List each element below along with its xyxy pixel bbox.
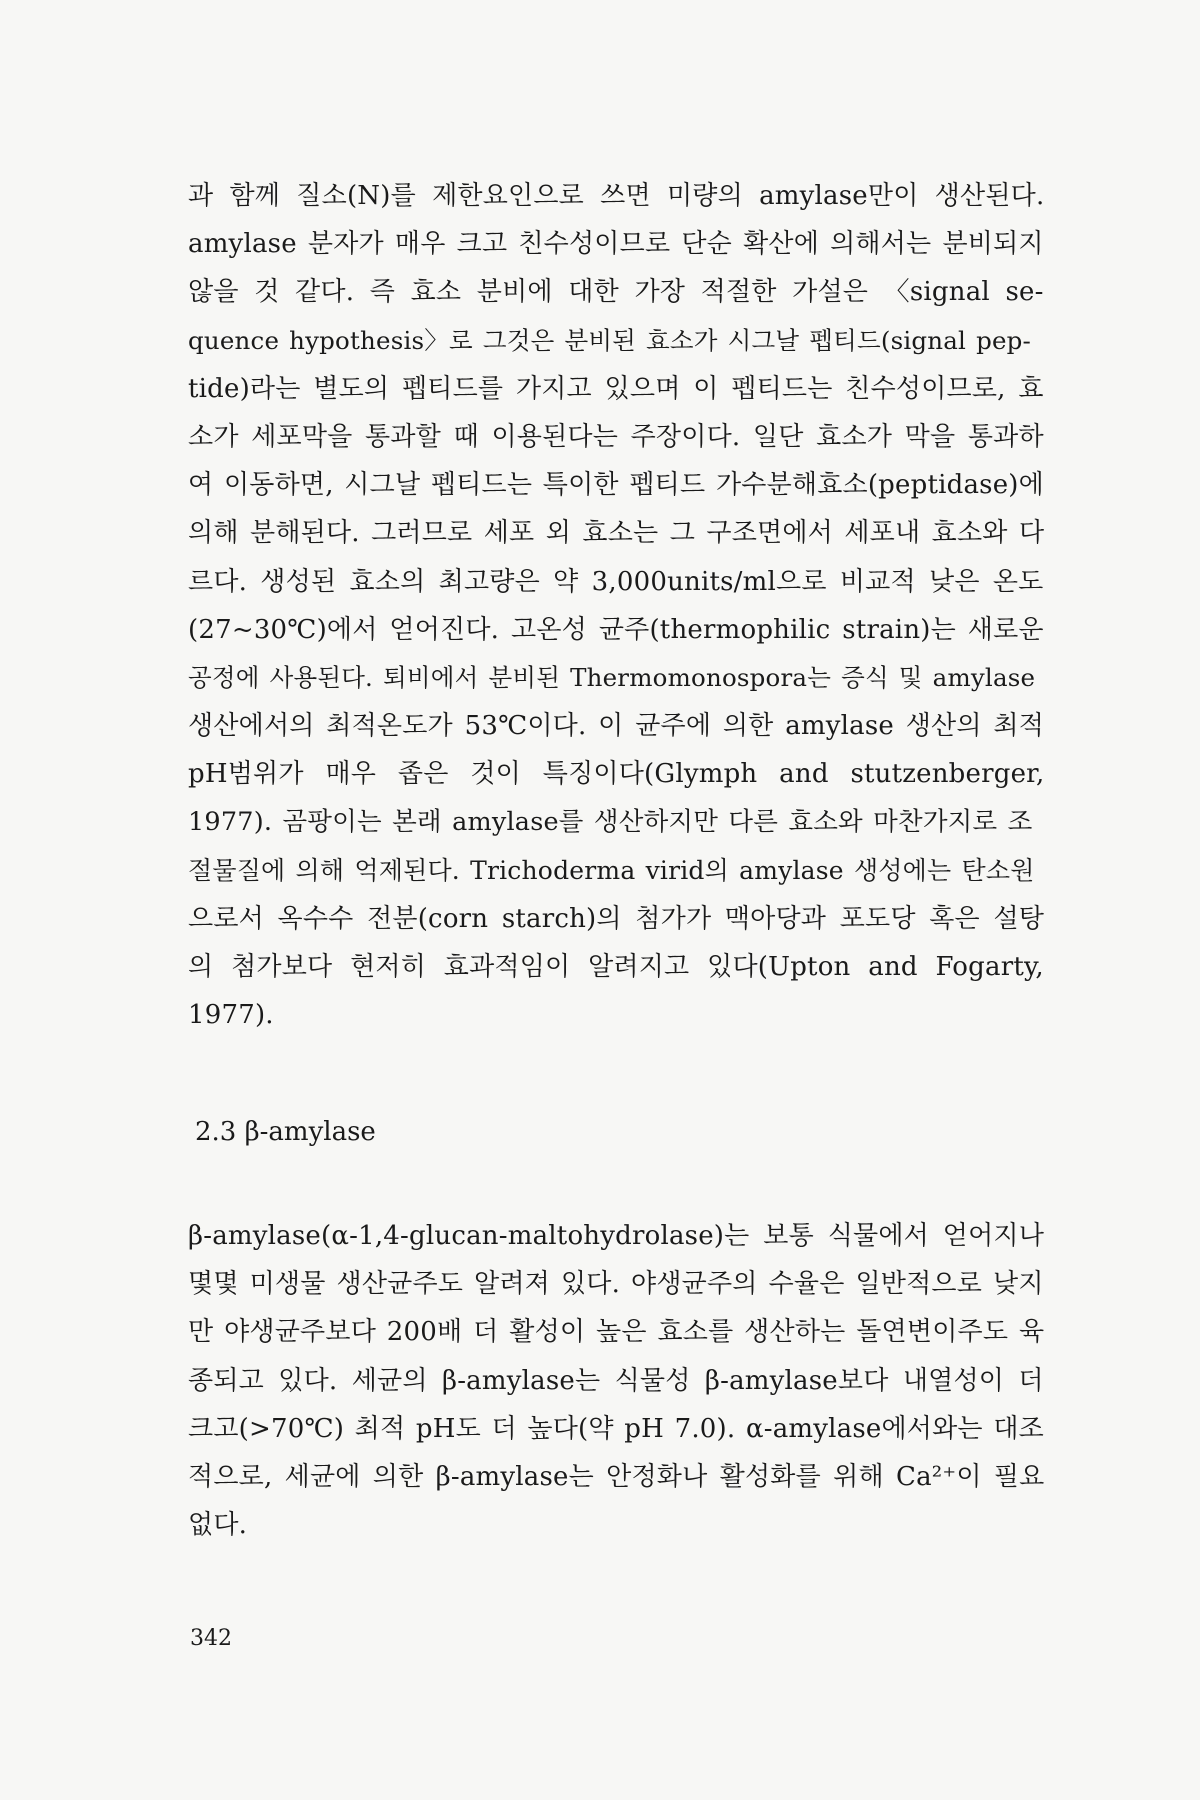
text-line: 으로서 옥수수 전분(corn starch)의 첨가가 맥아당과 포도당 혹은 설탕 bbox=[188, 903, 1045, 934]
text-line: quence hypothesis〉로 그것은 분비된 효소가 시그날 펩티드(signal pep- bbox=[188, 325, 1032, 355]
text-line: 않을 것 같다. 즉 효소 분비에 대한 가장 적절한 가설은 〈signal se- bbox=[188, 277, 1044, 308]
text-line: 만 야생균주보다 200배 더 활성이 높은 효소를 생산하는 돌연변이주도 육 bbox=[188, 1317, 1045, 1348]
text-line: 몇몇 미생물 생산균주도 알려져 있다. 야생균주의 수율은 일반적으로 낮지 bbox=[188, 1269, 1044, 1300]
paragraph-beta-amylase bbox=[188, 1212, 1044, 1549]
text-line: 종되고 있다. 세균의 β-amylase는 식물성 β-amylase보다 내열성이 더 bbox=[188, 1365, 1044, 1396]
page-number: 342 bbox=[190, 1626, 232, 1651]
text-line: 크고(>70℃) 최적 pH도 더 높다(약 pH 7.0). α-amylase에서와는 대조 bbox=[188, 1413, 1044, 1444]
section-heading: 2.3 β-amylase bbox=[195, 1117, 376, 1147]
text-line: 생산에서의 최적온도가 53℃이다. 이 균주에 의한 amylase 생산의 최적 bbox=[188, 711, 1045, 742]
text-line: 의 첨가보다 현저히 효과적임이 알려지고 있다(Upton and Fogarty, bbox=[188, 952, 1044, 982]
text-line: (27~30℃)에서 얻어진다. 고온성 균주(thermophilic strain)는 새로운 bbox=[188, 614, 1044, 645]
text-line: 적으로, 세균에 의한 β-amylase는 안정화나 활성화를 위해 Ca²⁺이 필요 bbox=[188, 1461, 1045, 1492]
text-line: amylase 분자가 매우 크고 친수성이므로 단순 확산에 의해서는 분비되지 bbox=[188, 229, 1044, 260]
text-line: β-amylase(α-1,4-glucan-maltohydrolase)는 보통 식물에서 얻어지나 bbox=[188, 1221, 1045, 1251]
text-line: 의해 분해된다. 그러므로 세포 외 효소는 그 구조면에서 세포내 효소와 다 bbox=[188, 518, 1045, 549]
text-line: 없다. bbox=[188, 1510, 248, 1541]
text-line: 1977). bbox=[188, 1000, 274, 1031]
text-line: 절물질에 의해 억제된다. Trichoderma virid의 amylase 생성에는 탄소원 bbox=[188, 855, 1035, 885]
paragraph-amylase-secretion bbox=[188, 172, 1044, 1039]
text-line: pH범위가 매우 좁은 것이 특징이다(Glymph and stutzenberger, bbox=[188, 759, 1045, 790]
text-line: 과 함께 질소(N)를 제한요인으로 쓰면 미량의 amylase만이 생산된다. bbox=[188, 181, 1045, 211]
text-line: 르다. 생성된 효소의 최고량은 약 3,000units/ml으로 비교적 낮은 온도 bbox=[188, 566, 1044, 597]
text-line: 1977). 곰팡이는 본래 amylase를 생산하지만 다른 효소와 마찬가지로 조 bbox=[188, 807, 1033, 838]
text-line: 소가 세포막을 통과할 때 이용된다는 주장이다. 일단 효소가 막을 통과하 bbox=[188, 421, 1044, 452]
text-line: 공정에 사용된다. 퇴비에서 분비된 Thermomonospora는 증식 및 amylase bbox=[188, 662, 1036, 692]
text-line: 여 이동하면, 시그날 펩티드는 특이한 펩티드 가수분해효소(peptidase)에 bbox=[188, 470, 1044, 501]
text-line: tide)라는 별도의 펩티드를 가지고 있으며 이 펩티드는 친수성이므로, 효 bbox=[188, 373, 1044, 404]
